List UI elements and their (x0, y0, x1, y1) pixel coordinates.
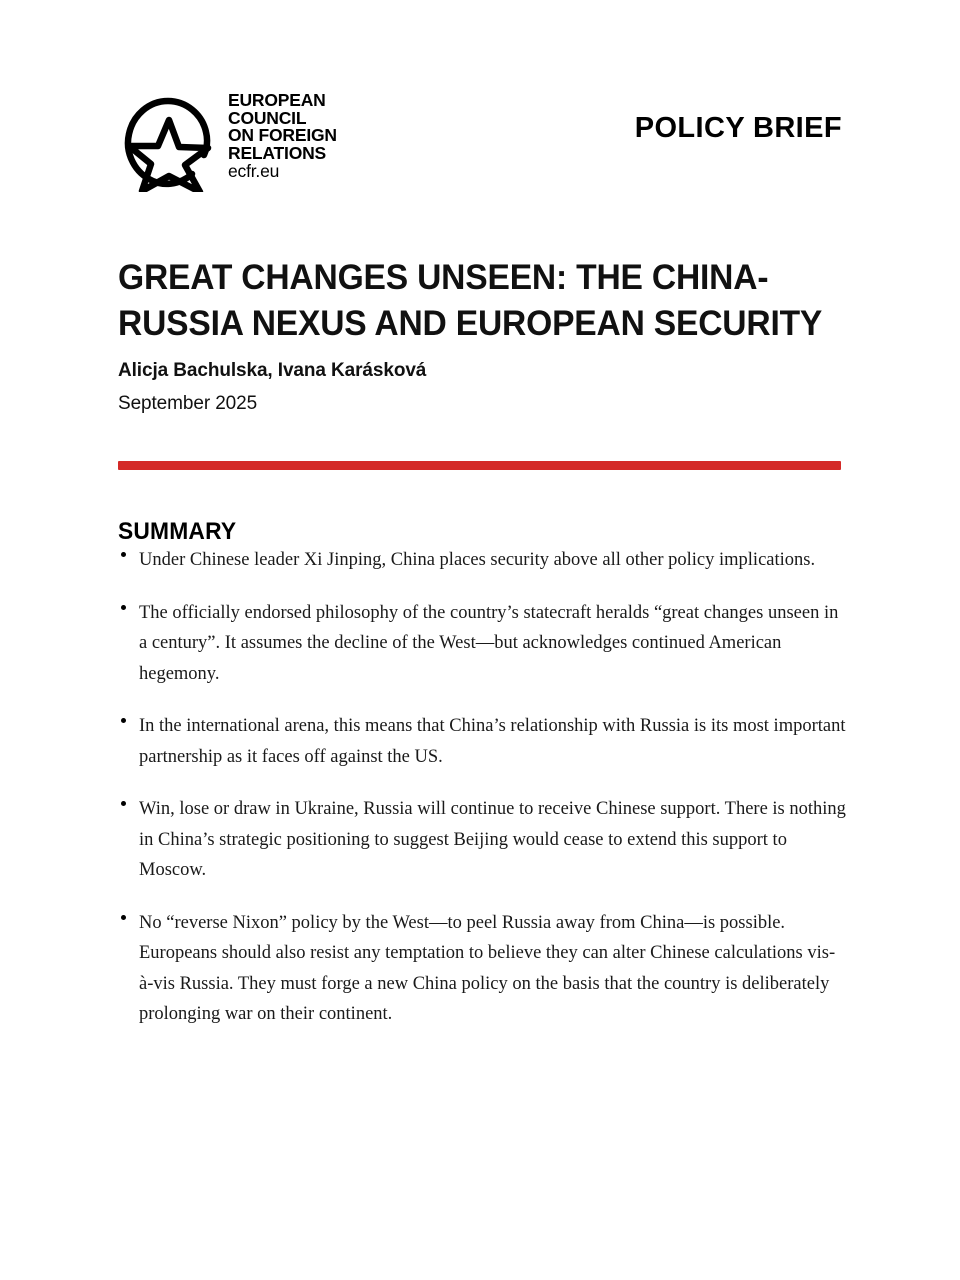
logo-line-4: RELATIONS (228, 142, 327, 163)
summary-heading: SUMMARY (118, 517, 237, 545)
red-divider (118, 461, 841, 470)
logo-url: ecfr.eu (228, 161, 280, 181)
ecfr-logo (118, 82, 337, 192)
document-kind-label: POLICY BRIEF (634, 112, 842, 144)
list-item: In the international arena, this means that China’s relationship with Russia is its most important partnership as it faces off against the US. (118, 711, 848, 772)
publication-date: September 2025 (118, 393, 258, 414)
summary-bullet-list (118, 545, 848, 1052)
list-item: Win, lose or draw in Ukraine, Russia will continue to receive Chinese support. There is nothing in China’s strategic positioning to suggest Beijing would cease to extend this support to Moscow. (118, 794, 848, 886)
list-item: Under Chinese leader Xi Jinping, China places security above all other policy implications. (118, 545, 848, 576)
ecfr-logo-text (228, 82, 337, 181)
authors-line: Alicja Bachulska, Ivana Karásková (118, 360, 427, 381)
list-item: The officially endorsed philosophy of the country’s statecraft heralds “great changes unseen in a century”. It assumes the decline of the West—but acknowledges continued American hegemony. (118, 598, 848, 690)
logo-line-2: COUNCIL (228, 107, 307, 128)
page-title: GREAT CHANGES UNSEEN: THE CHINA-RUSSIA NEXUS AND EUROPEAN SECURITY (118, 258, 823, 343)
list-item: No “reverse Nixon” policy by the West—to peel Russia away from China—is possible. Europeans should also resist any temptation to believe they can alter Chinese calculations vis-à-vis Russia. They must forge a new China policy on the basis that the country is deliberately prolonging war on their continent. (118, 908, 848, 1030)
logo-line-1: EUROPEAN (228, 90, 326, 110)
document-header (118, 82, 842, 202)
logo-line-3: ON FOREIGN (228, 125, 337, 145)
ecfr-circle-star-icon (118, 82, 222, 192)
